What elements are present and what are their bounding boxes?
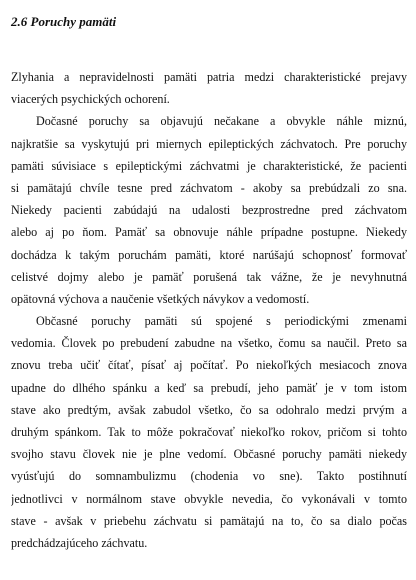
text-line: pamäti súvisiace s epileptickými záchvatmi je charakteristické, že pacienti xyxy=(11,158,407,173)
text-line: druhým spánkom. Tak to môže pokračovať niekoľko rokov, pričom si tohto xyxy=(11,425,407,439)
text-line: opätovná výchova a naučenie všetkých návykov a vedomostí. xyxy=(11,291,310,306)
text-line: upadne do dlhého spánku a keď sa prebudí, jeho pamäť je v tom istom xyxy=(11,380,407,395)
text-line: si pamätajú chvíle tesne pred záchvatom - akoby sa prebúdzali zo sna. xyxy=(11,180,407,195)
text-line: Zlyhania a nepravidelnosti pamäti patria medzi charakteristické prejavy xyxy=(11,70,407,84)
text-line: celistvé dojmy alebo je pamäť porušená tak vážne, že je nevyhnutná xyxy=(11,269,407,284)
text-line: viacerých psychických ochorení. xyxy=(11,92,170,107)
text-line: dochádza k takým poruchám pamäti, ktoré narúšajú schopnosť formovať xyxy=(11,247,407,262)
text-line: stave - avšak v priebehu záchvatu si pamätajú na to, čo sa dialo počas xyxy=(11,513,407,528)
text-line: alebo aj po ňom. Pamäť sa obnovuje náhle prípadne postupne. Niekedy xyxy=(11,225,407,240)
text-line: Niekedy pacienti zabúdajú na udalosti bezprostredne pred záchvatom xyxy=(11,203,407,218)
text-line: znovu treba učiť čítať, písať aj počítať. Po niekoľkých mesiacoch znova xyxy=(11,358,407,373)
text-line: svojho stavu človek nie je plne vedomí. Občasné poruchy pamäti niekedy xyxy=(11,447,407,462)
text-line: vedomia. Človek po prebudení zabudne na všetko, čomu sa naučil. Preto sa xyxy=(11,336,407,351)
document-body xyxy=(11,66,407,554)
section-heading: 2.6 Poruchy pamäti xyxy=(11,14,117,29)
text-line: Občasné poruchy pamäti sú spojené s periodickými zmenami xyxy=(36,314,407,329)
text-line: jednotlivci v normálnom stave obvykle nevedia, čo vykonávali v tomto xyxy=(11,491,407,506)
text-line: Dočasné poruchy sa objavujú nečakane a obvykle náhle miznú, xyxy=(36,114,407,129)
text-line: predchádzajúceho záchvatu. xyxy=(11,535,148,550)
text-line: najkratšie sa vyskytujú pri miernych epileptických záchvatoch. Pre poruchy xyxy=(11,136,407,151)
text-line: vyúsťujú do somnambulizmu (chodenia vo sne). Takto postihnutí xyxy=(11,469,407,484)
text-line: stave ako predtým, avšak zabudol všetko, čo sa odohralo medzi prvým a xyxy=(11,402,407,417)
